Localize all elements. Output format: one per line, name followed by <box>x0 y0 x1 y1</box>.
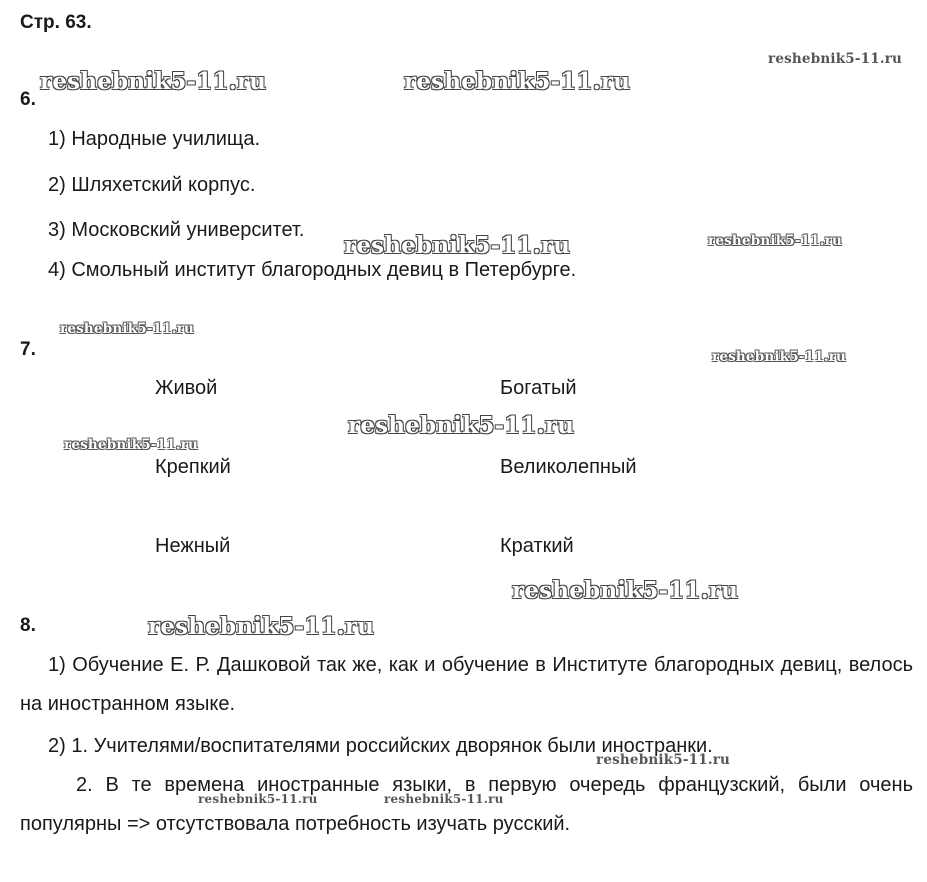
task-8-paragraph-2: 2) 1. Учителями/воспитателями российских дворянок были иностранки. <box>48 735 713 757</box>
watermark: reshebnik5-11.ru <box>64 437 199 453</box>
task-6-number: 6. <box>20 89 36 110</box>
task-7-word: Живой <box>155 377 218 399</box>
task-7-word: Крепкий <box>155 456 231 478</box>
task-6-item-1: 1) Народные училища. <box>48 128 261 150</box>
watermark: reshebnik5-11.ru <box>148 613 375 640</box>
task-7-word: Великолепный <box>500 456 637 478</box>
watermark: reshebnik5-11.ru <box>768 51 903 67</box>
watermark: reshebnik5-11.ru <box>596 752 731 768</box>
task-7-word: Краткий <box>500 535 574 557</box>
task-6-item-2: 2) Шляхетский корпус. <box>48 174 256 196</box>
watermark: reshebnik5-11.ru <box>708 233 843 249</box>
task-7-number: 7. <box>20 339 36 360</box>
watermark: reshebnik5-11.ru <box>384 792 504 806</box>
watermark: reshebnik5-11.ru <box>198 792 318 806</box>
watermark: reshebnik5-11.ru <box>348 412 575 439</box>
watermark: reshebnik5-11.ru <box>344 232 571 259</box>
task-7-word: Богатый <box>500 377 577 399</box>
watermark: reshebnik5-11.ru <box>712 349 847 365</box>
task-8-paragraph-1: 1) Обучение Е. Р. Дашковой так же, как и обучение в Институте благородных девиц, велось на иностранном языке. <box>20 654 913 715</box>
task-8-number: 8. <box>20 615 36 636</box>
task-7-word: Нежный <box>155 535 231 557</box>
page-header: Стр. 63. <box>20 12 92 33</box>
task-6-item-3: 3) Московский университет. <box>48 219 305 241</box>
task-6-item-4: 4) Смольный институт благородных девиц в Петербурге. <box>48 259 577 281</box>
watermark: reshebnik5-11.ru <box>40 68 267 95</box>
watermark: reshebnik5-11.ru <box>404 68 631 95</box>
watermark: reshebnik5-11.ru <box>60 321 195 337</box>
task-8-paragraph-3: 2. В те времена иностранные языки, в первую очередь французский, были очень популярны => отсутствовала потребность изучать русский. <box>20 774 913 835</box>
watermark: reshebnik5-11.ru <box>512 577 739 604</box>
